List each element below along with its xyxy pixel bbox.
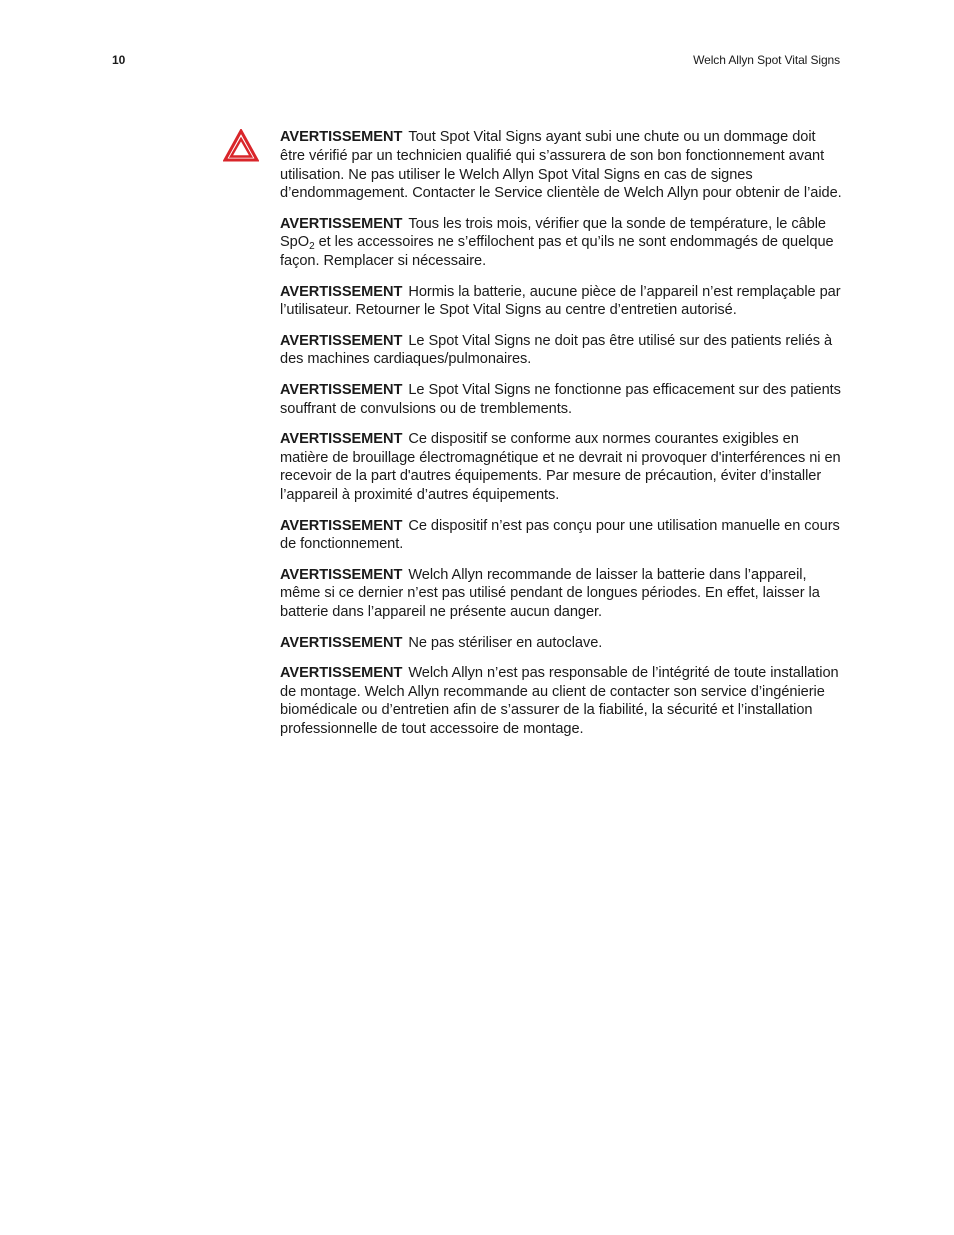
warning-paragraph (280, 566, 842, 622)
warning-label: AVERTISSEMENT (280, 566, 403, 583)
warning-text: Le Spot Vital Signs ne doit pas être utilisé sur des patients reliés à des machines cardiaques/pulmonaires. (280, 332, 833, 368)
warning-label: AVERTISSEMENT (280, 664, 403, 681)
warning-label: AVERTISSEMENT (280, 381, 403, 398)
page-number: 10 (112, 53, 126, 67)
warning-paragraph (280, 381, 842, 419)
running-header-title: Welch Allyn Spot Vital Signs (693, 53, 840, 67)
warning-label: AVERTISSEMENT (280, 215, 403, 232)
warning-text-after: et les accessoires ne s’effilochent pas et qu’ils ne sont endommagés de quelque façon. Remplacer si nécessaire. (280, 234, 834, 270)
warning-label: AVERTISSEMENT (280, 517, 403, 534)
warnings-list (280, 128, 842, 751)
warning-text-before: Tous les trois mois, vérifier que la sonde de température, le câble SpO (280, 215, 826, 251)
warning-text: Tout Spot Vital Signs ayant subi une chute ou un dommage doit être vérifié par un technicien qualifié qui s’assurera de son bon fonctionnement avant utilisation. Ne pas utiliser le Welch Allyn Spot Vital Signs en cas de signes d’endommagement. Contacter le Service clientèle de Welch Allyn pour obtenir de l’aide. (280, 129, 842, 202)
warning-label: AVERTISSEMENT (280, 634, 403, 651)
warning-text: Welch Allyn recommande de laisser la batterie dans l’appareil, même si ce dernier n’est pas utilisé pendant de longues périodes. En effet, laisser la batterie dans l’appareil ne présente aucun danger. (280, 566, 820, 621)
warning-triangle-icon (223, 129, 259, 163)
spo2-subscript: 2 (309, 241, 315, 253)
warning-label: AVERTISSEMENT (280, 129, 403, 145)
warning-paragraph (280, 283, 842, 321)
warning-label: AVERTISSEMENT (280, 283, 403, 300)
warning-text: Le Spot Vital Signs ne fonctionne pas efficacement sur des patients souffrant de convulsions ou de tremblements. (280, 381, 841, 417)
warning-paragraph (280, 634, 842, 653)
warning-paragraph (280, 128, 842, 203)
warning-text: Ne pas stériliser en autoclave. (408, 634, 603, 651)
warning-paragraph (280, 430, 842, 505)
warning-paragraph (280, 664, 842, 739)
warning-paragraph (280, 517, 842, 555)
warning-text: Welch Allyn n’est pas responsable de l’intégrité de toute installation de montage. Welch Allyn recommande au client de contacter son service d’ingénierie biomédicale ou d’entretien afin de s’assurer de la fiabilité, la sécurité et l’installation professionnelle de tout accessoire de montage. (280, 664, 839, 738)
warning-paragraph (280, 332, 842, 370)
warning-label: AVERTISSEMENT (280, 332, 403, 349)
warning-paragraph (280, 215, 842, 271)
warning-text: Ce dispositif se conforme aux normes courantes exigibles en matière de brouillage électromagnétique et ne devrait ni provoquer d'interférences ni en recevoir de la part d'autres équipements. Par mesure de précaution, éviter d’installer l’appareil à proximité d’autres équipements. (280, 430, 841, 504)
warning-label: AVERTISSEMENT (280, 430, 403, 447)
warning-text: Hormis la batterie, aucune pièce de l’appareil n’est remplaçable par l’utilisateur. Retourner le Spot Vital Signs au centre d’entretien autorisé. (280, 283, 841, 319)
warning-text: Ce dispositif n’est pas conçu pour une utilisation manuelle en cours de fonctionnement. (280, 517, 840, 553)
